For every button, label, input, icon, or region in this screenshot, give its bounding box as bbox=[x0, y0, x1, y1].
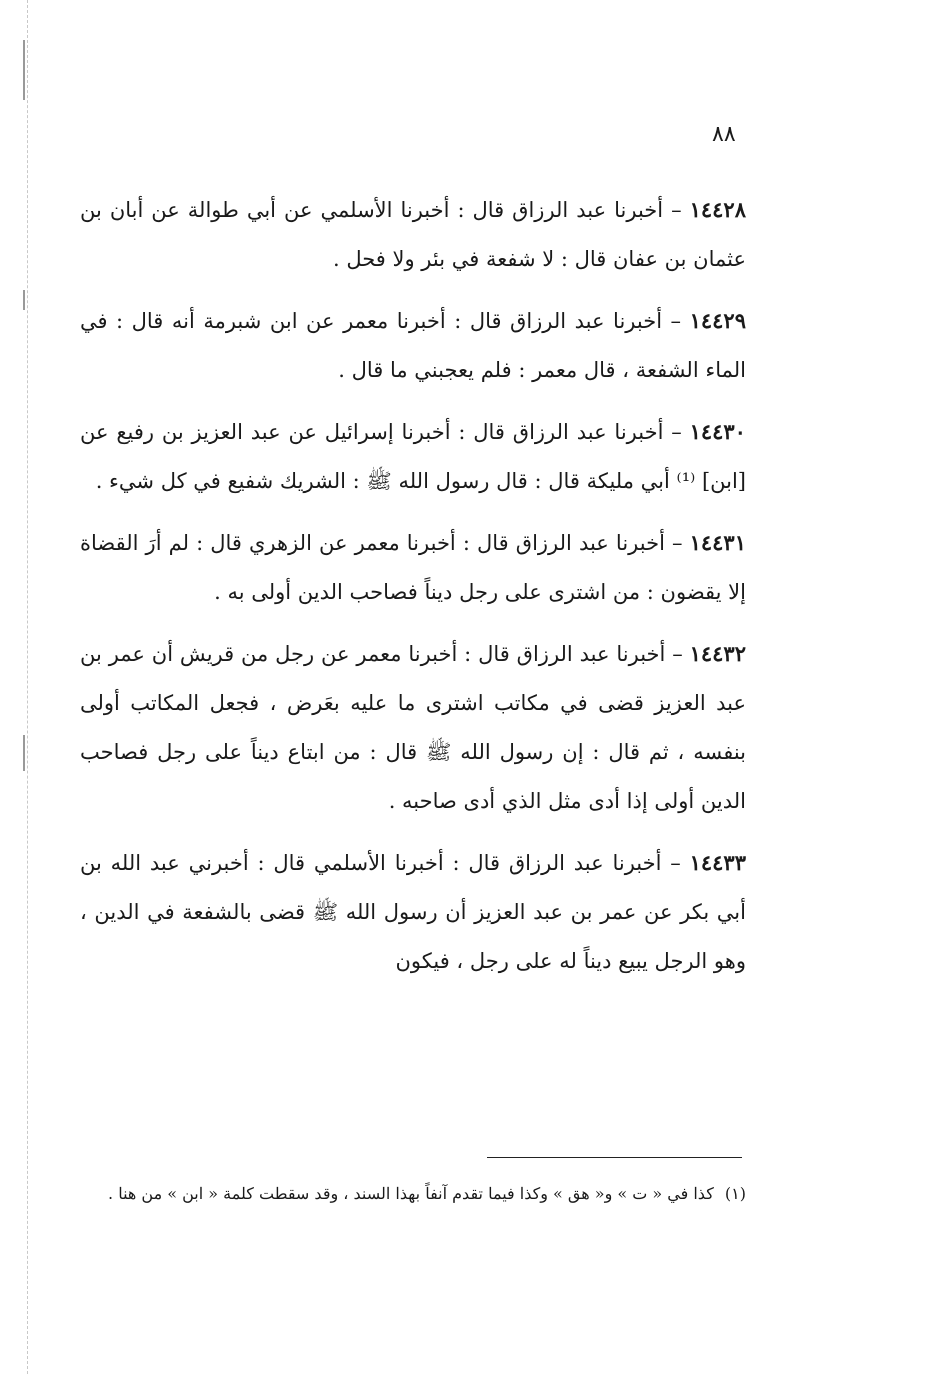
footnote-divider bbox=[487, 1157, 742, 1158]
hadith-dash: – bbox=[663, 198, 682, 222]
footnote-text: كذا في « ت » و« هق » وكذا فيما تقدم آنفاً بهذا السند ، وقد سقطت كلمة « ابن » من هنا . bbox=[108, 1184, 714, 1203]
scan-edge-mark bbox=[23, 290, 25, 310]
hadith-list bbox=[80, 185, 746, 998]
hadith-entry bbox=[80, 518, 746, 617]
hadith-number: ١٤٤٢٩ bbox=[689, 308, 746, 333]
hadith-dash: – bbox=[662, 309, 682, 333]
scan-edge-mark bbox=[23, 40, 25, 100]
scan-edge-mark bbox=[23, 735, 25, 771]
hadith-entry bbox=[80, 629, 746, 826]
hadith-text: أخبرنا عبد الرزاق قال : أخبرنا معمر عن ابن شبرمة أنه قال : في الماء الشفعة ، قال معمر : فلم يعجبني ما قال . bbox=[80, 309, 746, 382]
hadith-number: ١٤٤٣٢ bbox=[689, 641, 746, 666]
scan-edge-line bbox=[27, 0, 29, 1374]
hadith-text: أخبرنا عبد الرزاق قال : أخبرنا معمر عن الزهري قال : لم أرَ القضاة إلا يقضون : من اشترى على رجل ديناً فصاحب الدين أولى به . bbox=[80, 531, 746, 604]
hadith-entry bbox=[80, 838, 746, 986]
hadith-dash: – bbox=[664, 531, 683, 555]
page-number: ٨٨ bbox=[712, 122, 736, 147]
hadith-number: ١٤٤٢٨ bbox=[689, 197, 746, 222]
footnote-marker: (١) bbox=[724, 1184, 746, 1203]
hadith-entry bbox=[80, 185, 746, 284]
hadith-text: أخبرنا عبد الرزاق قال : أخبرنا الأسلمي عن أبي طوالة عن أبان بن عثمان بن عفان قال : لا شفعة في بئر ولا فحل . bbox=[80, 198, 746, 271]
hadith-number: ١٤٤٣١ bbox=[689, 530, 746, 555]
hadith-dash: – bbox=[663, 420, 682, 444]
hadith-dash: – bbox=[665, 642, 683, 666]
hadith-number: ١٤٤٣٣ bbox=[689, 850, 746, 875]
hadith-text: أخبرنا عبد الرزاق قال : أخبرنا إسرائيل عن عبد العزيز بن رفيع عن [ابن] ⁽¹⁾ أبي مليكة قال : قال رسول الله ﷺ : الشريك شفيع في كل شيء . bbox=[80, 420, 746, 493]
hadith-entry bbox=[80, 407, 746, 506]
hadith-dash: – bbox=[661, 851, 681, 875]
hadith-text: أخبرنا عبد الرزاق قال : أخبرنا معمر عن رجل من قريش أن عمر بن عبد العزيز قضى في مكاتب اشترى ما عليه بعَرض ، فجعل المكاتب أولى بنفسه ، ثم قال : إن رسول الله ﷺ قال : من ابتاع ديناً على رجل فصاحب الدين أولى إذا أدى مثل الذي أدى صاحبه . bbox=[80, 642, 746, 813]
hadith-text: أخبرنا عبد الرزاق قال : أخبرنا الأسلمي قال : أخبرني عبد الله بن أبي بكر عن عمر بن عبد العزيز أن رسول الله ﷺ قضى بالشفعة في الدين ، وهو الرجل يبيع ديناً له على رجل ، فيكون bbox=[80, 851, 746, 973]
footnote bbox=[80, 1180, 746, 1208]
hadith-number: ١٤٤٣٠ bbox=[689, 419, 746, 444]
hadith-entry bbox=[80, 296, 746, 395]
